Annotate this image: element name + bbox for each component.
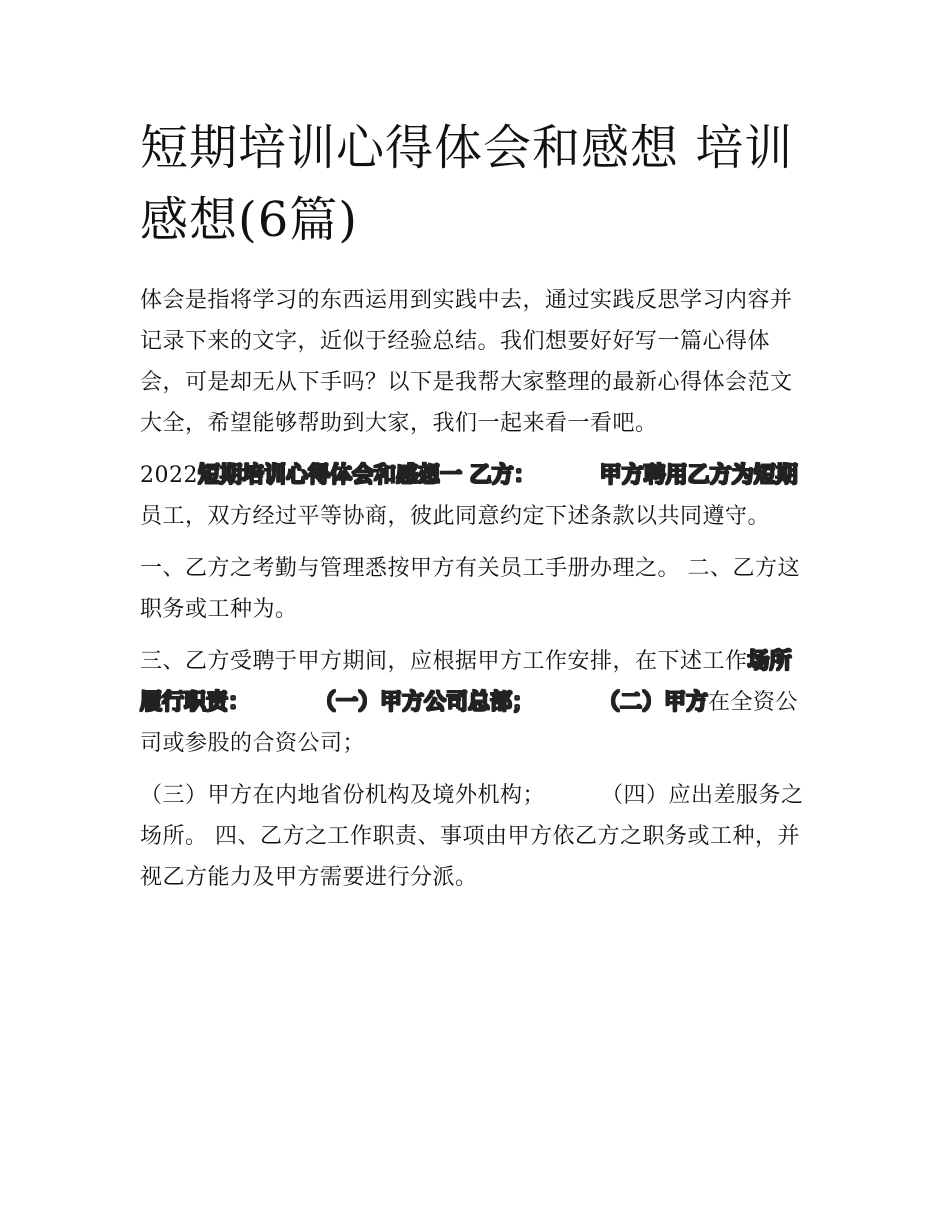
- clause-4-part-b: （四）应出差服务之场所。 四、乙方之工作职责、事项由甲方依乙方之职务或工种，并视乙方能力及甲方需要进行分派。: [140, 783, 804, 890]
- document-title: 短期培训心得体会和感想 培训感想(6篇): [140, 120, 794, 248]
- clause-1-2-paragraph: 一、乙方之考勤与管理悉按甲方有关员工手册办理之。 二、乙方这职务或工种为。: [140, 556, 800, 622]
- clause-3-outlined-c: （二）甲方: [598, 689, 709, 715]
- section1-rest: 员工，双方经过平等协商，彼此同意约定下述条款以共同遵守。: [140, 504, 771, 529]
- clause-3-outlined-b: （一）甲方公司总部；: [314, 689, 535, 715]
- section1-paragraph: [140, 455, 810, 537]
- clause-4-paragraph: [140, 775, 810, 898]
- section1-year: 2022: [140, 463, 198, 488]
- clause-3-text: 三、乙方受聘于甲方期间，应根据甲方工作安排，在下述工作: [140, 649, 748, 674]
- clause-3-paragraph: [140, 641, 810, 764]
- intro-paragraph: 体会是指将学习的东西运用到实践中去，通过实践反思学习内容并记录下来的文字，近似于经验总结。我们想要好好写一篇心得体会，可是却无从下手吗？以下是我帮大家整理的最新心得体会范文大全，希望能够帮助到大家，我们一起来看一看吧。: [140, 288, 793, 436]
- clause-3-rest: 在全资公司或参股的合资公司；: [140, 690, 799, 756]
- document-body: [140, 280, 810, 909]
- section1-heading: 短期培训心得体会和感想一 乙方：: [198, 462, 536, 488]
- clause-4-part-a: （三）甲方在内地省份机构及境外机构；: [140, 783, 546, 808]
- section1-lead: 甲方聘用乙方为短期: [599, 462, 798, 488]
- clause-3-outlined-a: 场所履行职责：: [140, 648, 792, 715]
